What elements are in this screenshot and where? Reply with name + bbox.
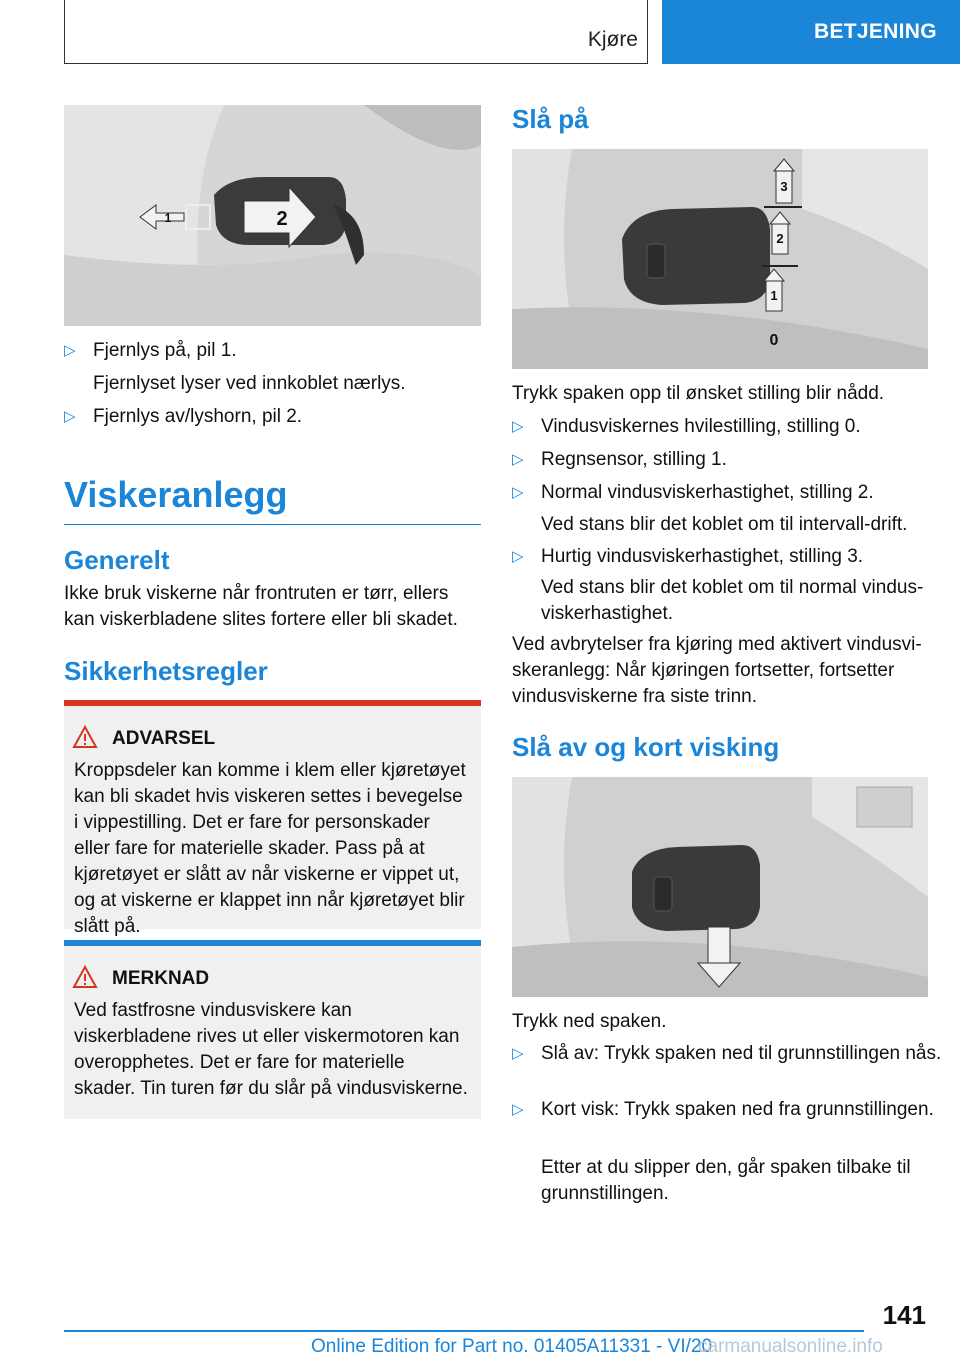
general-text: Ikke bruk viskerne når frontruten er tørr, ellers kan viskerbladene slites fortere eller bli skadet. <box>64 583 458 630</box>
triangle-bullet-icon: ▷ <box>64 342 76 359</box>
warning-text: Kroppsdeler kan komme i klem eller kjøretøyet kan bli skadet hvis viskeren settes i bevegelse i vippestilling. Det er fare for personskader eller fare for materielle skader. Pass på at kjøretøyet er slått av når viskerne er vippet ut, og at viskerne er klappet inn når kjøretøyet blir slått på. <box>74 760 466 937</box>
list-item: ▷ Vindusviskernes hvilestilling, stilling 0. <box>512 414 957 440</box>
list-item-sub: Ved stans blir det koblet om til normal vindusviskerhastighet. <box>541 577 924 624</box>
warning-box <box>64 700 481 937</box>
wiper-lever-up-image <box>512 149 928 369</box>
subsection-title-off: Slå av og kort visking <box>512 732 780 762</box>
footer-divider <box>64 1330 864 1332</box>
list-item-sub: Fjernlyset lyser ved innkoblet nærlys. <box>93 373 406 394</box>
interruption-text: Ved avbrytelser fra kjøring med aktivert vindusviskeranlegg: Når kjøringen fortsetter, fortsetter vindusviskerne fra siste trinn. <box>512 634 922 707</box>
warning-title: ADVARSEL <box>112 728 471 750</box>
triangle-bullet-icon: ▷ <box>64 408 76 425</box>
list-item: ▷ Slå av: Trykk spaken ned til grunnstillingen nås. <box>512 1041 957 1067</box>
triangle-bullet-icon: ▷ <box>512 1101 524 1118</box>
subsection-title-on: Slå på <box>512 104 589 134</box>
warning-triangle-icon <box>72 965 98 995</box>
header-chapter-tab[interactable]: BETJENING <box>662 0 960 64</box>
header-frame <box>64 0 648 64</box>
triangle-bullet-icon: ▷ <box>512 1045 524 1062</box>
list-item-sub: Ved stans blir det koblet om til intervall-drift. <box>541 514 908 535</box>
high-beam-lever-image <box>64 105 481 326</box>
list-item: ▷ Regnsensor, stilling 1. <box>512 447 957 473</box>
section-title: Viskeranlegg <box>64 474 481 525</box>
image-label-3: 3 <box>780 179 788 194</box>
triangle-bullet-icon: ▷ <box>512 484 524 501</box>
triangle-bullet-icon: ▷ <box>512 418 524 435</box>
note-title: MERKNAD <box>112 968 471 990</box>
list-item: ▷ Hurtig vindusviskerhastighet, stilling 3. <box>512 544 957 570</box>
header-section: Kjøre <box>587 28 638 51</box>
page-number: 141 <box>882 1300 926 1330</box>
list-item: ▷ Fjernlys på, pil 1. <box>64 338 510 364</box>
subsection-title-general: Generelt <box>64 545 170 575</box>
image-label-0: 0 <box>769 332 779 349</box>
triangle-bullet-icon: ▷ <box>512 548 524 565</box>
image-label-1: 1 <box>164 211 172 225</box>
wiper-lever-down-image <box>512 777 928 997</box>
off-intro-text: Trykk ned spaken. <box>512 1011 667 1032</box>
list-item: ▷ Normal vindusviskerhastighet, stilling 2. <box>512 480 957 506</box>
note-text: Ved fastfrosne vindusviskere kan viskerbladene rives ut eller viskermotoren kan overopphetes. Det er fare for materielle skader. Tin turen før du slår på vindusviskerne. <box>74 1000 468 1099</box>
on-intro-text: Trykk spaken opp til ønsket stilling blir nådd. <box>512 383 885 404</box>
warning-triangle-icon <box>72 725 98 755</box>
image-label-2: 2 <box>776 231 784 246</box>
list-item-sub: Etter at du slipper den, går spaken tilbake til grunnstillingen. <box>541 1157 911 1204</box>
triangle-bullet-icon: ▷ <box>512 451 524 468</box>
list-item: ▷ Kort visk: Trykk spaken ned fra grunnstillingen. <box>512 1097 957 1123</box>
footer-watermark: carmanualsonline.info <box>698 1336 883 1357</box>
note-box <box>64 940 481 1119</box>
image-label-1: 1 <box>770 288 778 303</box>
footer-edition: Online Edition for Part no. 01405A11331 - VI/20 <box>311 1336 713 1357</box>
subsection-title-safety: Sikkerhetsregler <box>64 656 268 686</box>
image-label-2: 2 <box>276 208 288 230</box>
list-item: ▷ Fjernlys av/lyshorn, pil 2. <box>64 404 510 430</box>
